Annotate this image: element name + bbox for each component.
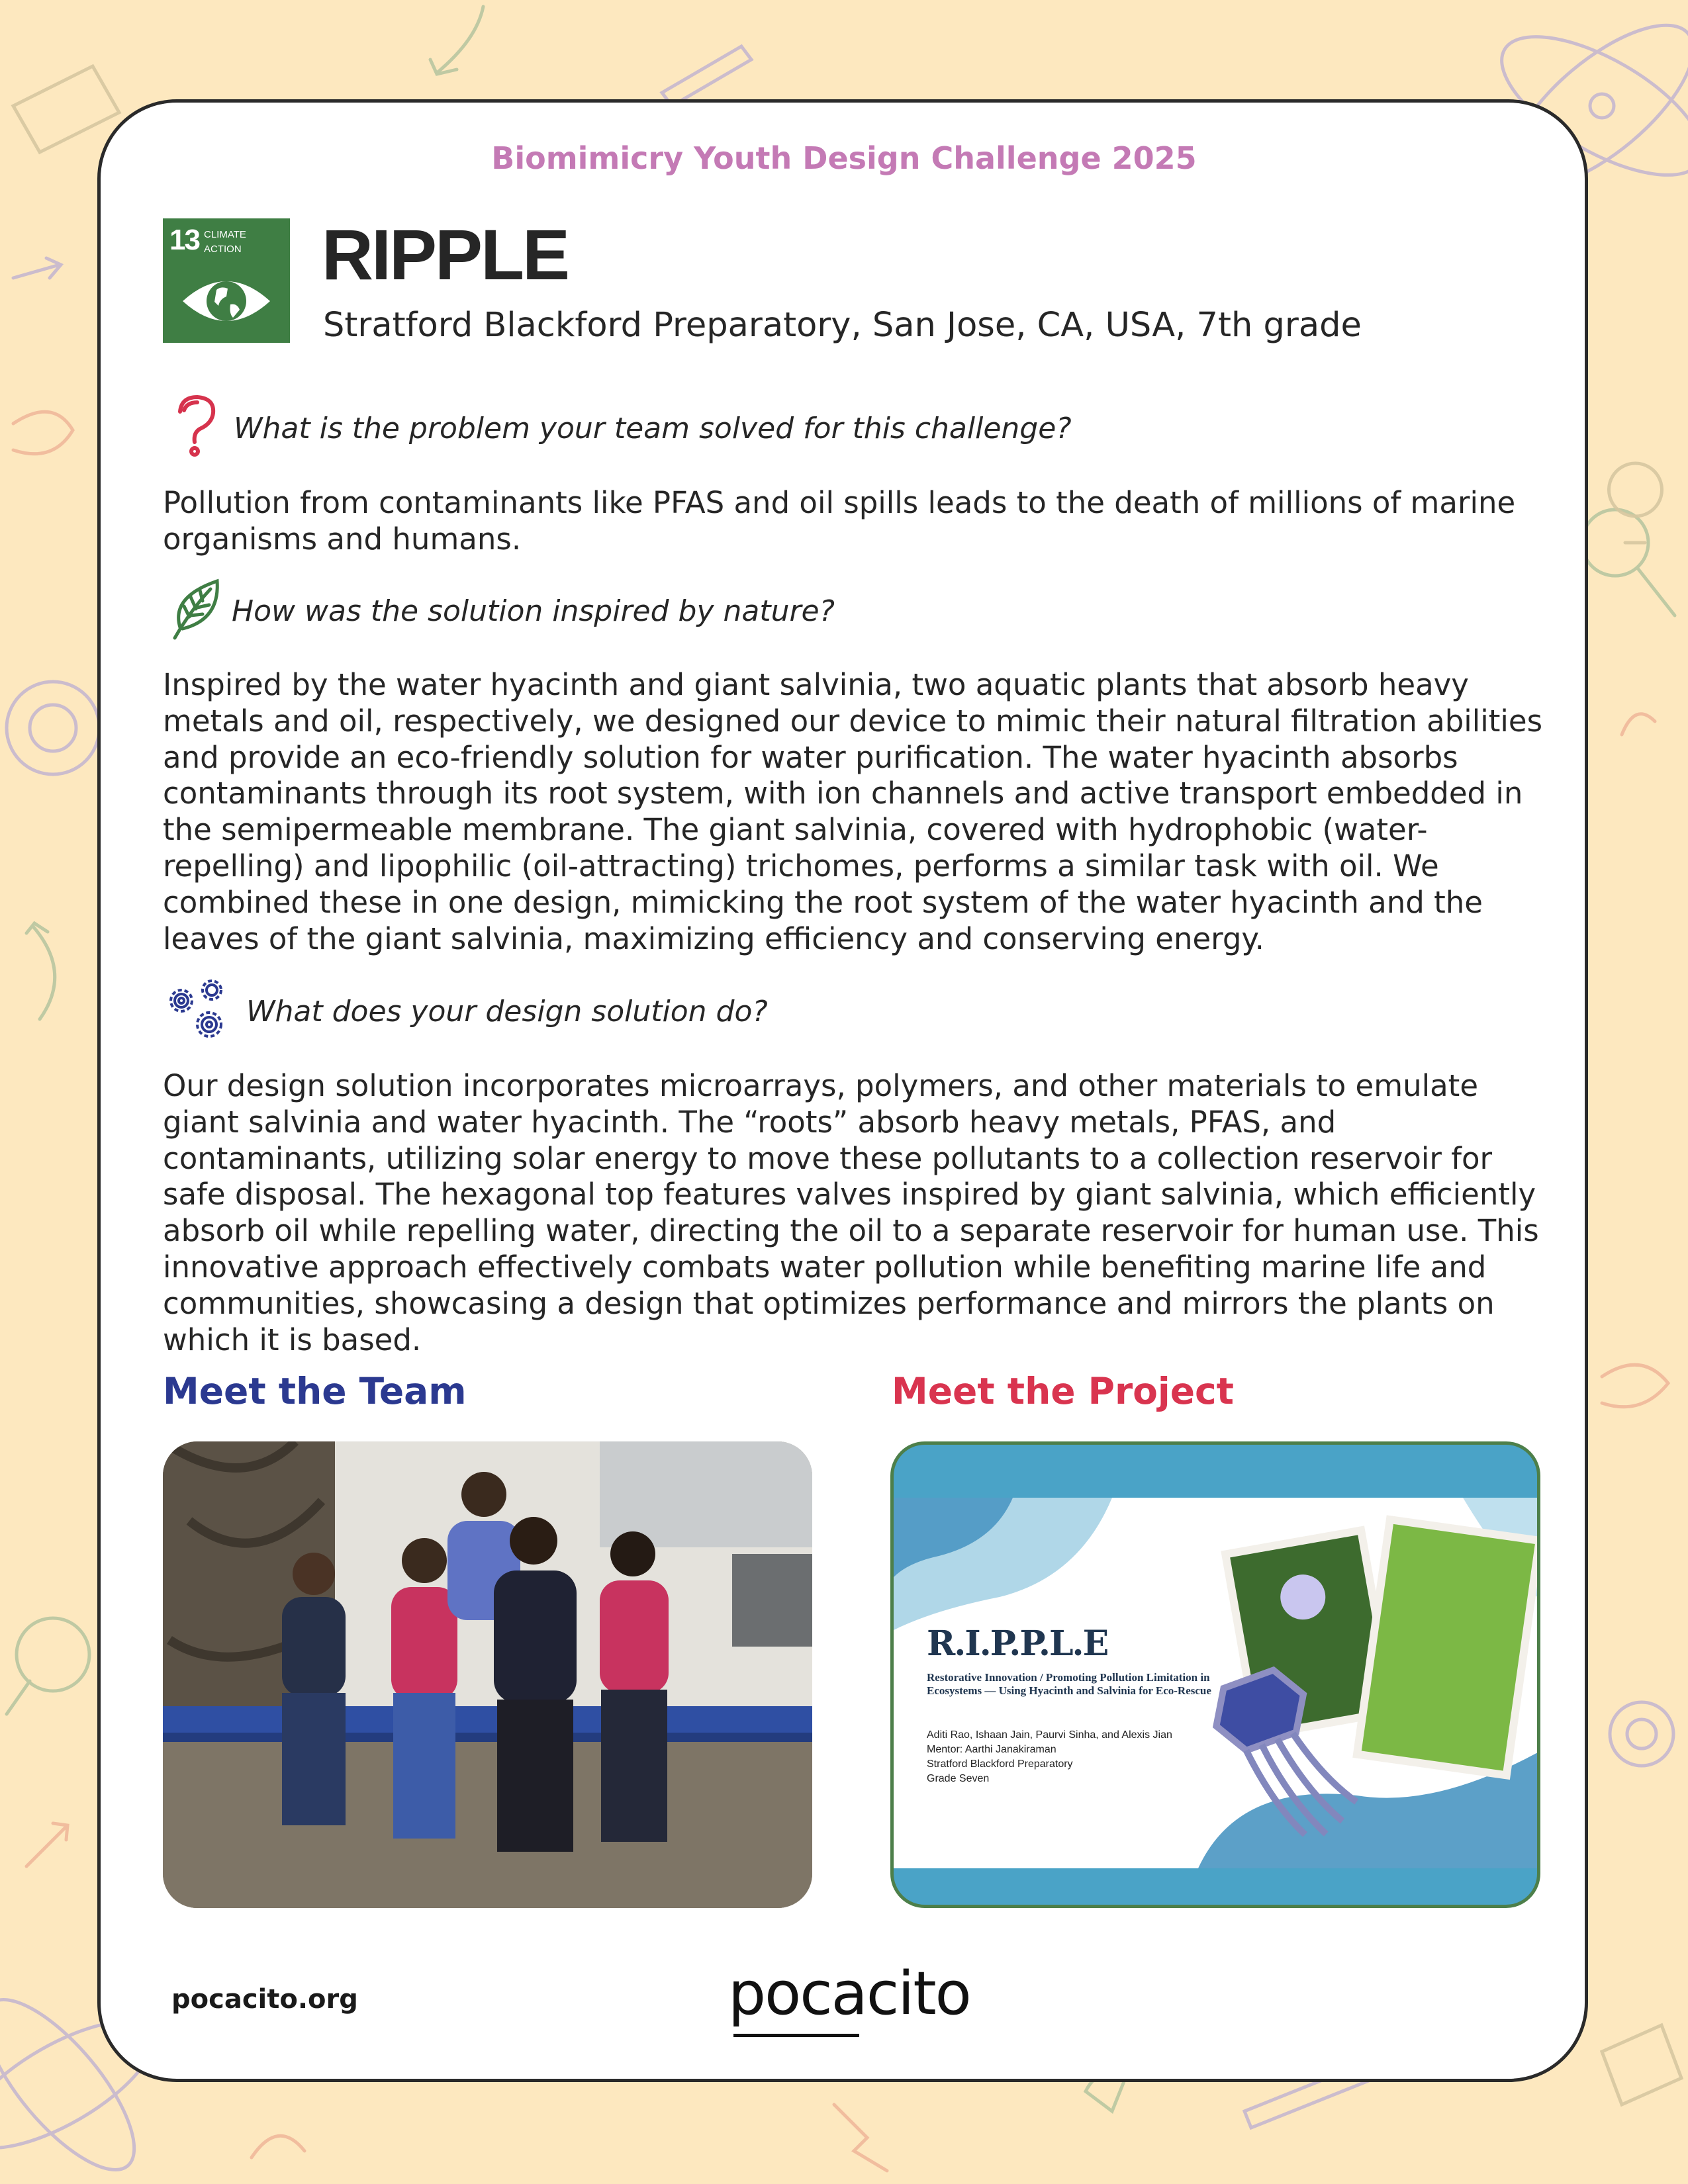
slide-content: [894, 1498, 1537, 1868]
gears-icon: [163, 976, 230, 1043]
question-solution: What does your design solution do?: [246, 995, 768, 1028]
question-nature: How was the solution inspired by nature?: [232, 594, 835, 628]
meet-the-project-heading: Meet the Project: [892, 1370, 1234, 1412]
challenge-title: Biomimicry Youth Design Challenge 2025: [491, 140, 1197, 176]
slide-title: R.I.P.P.L.E: [927, 1623, 1108, 1664]
slide-credits: [927, 1728, 1218, 1786]
logo-underline: [733, 2034, 859, 2037]
sdg-label: CLIMATE ACTION: [204, 229, 246, 255]
meet-the-team-heading: Meet the Team: [163, 1370, 467, 1412]
answer-solution: Our design solution incorporates microarrays, polymers, and other materials to emulate giant salvinia and water hyacinth. The “roots” absorb heavy metals, PFAS, and contaminants, utilizing solar energy to move these pollutants to a collection reservoir for safe disposal. The hexagonal top features valves inspired by giant salvinia, which efficiently absorb oil while repelling water, directing the oil to a separate reservoir for human use. This innovative approach effectively combats water pollution while benefiting marine life and communities, showcasing a design that optimizes performance and mirrors the plants on which it is based.: [163, 1068, 1539, 1357]
pocacito-logo: pocacito: [728, 1959, 970, 2028]
slide-subtitle: Restorative Innovation / Promoting Pollution Limitation in Ecosystems — Using Hyacinth and Salvinia for Eco-Rescue: [927, 1671, 1211, 1697]
leaf-icon: [171, 577, 221, 641]
project-name: RIPPLE: [322, 214, 569, 295]
team-photo-illustration: [163, 1441, 812, 1908]
slide-mentor: Mentor: Aarthi Janakiraman: [927, 1744, 1056, 1755]
answer-nature: Inspired by the water hyacinth and giant salvinia, two aquatic plants that absorb heavy metals and oil, respectively, we designed our device to mimic their natural filtration abilities and provide an eco-friendly solution for water purification. The water hyacinth absorbs contaminants through its root system, with ion channels and active transport embedded in the semipermeable membrane. The giant salvinia, covered with hydrophobic (water-repelling) and lipophilic (oil-attracting) trichomes, performs a similar task with oil. We combined these in one design, mimicking the root system of the water hyacinth and the leaves of the giant salvinia, maximizing efficiency and conserving energy.: [163, 667, 1543, 956]
project-slide: [890, 1441, 1540, 1908]
project-subtitle: Stratford Blackford Preparatory, San Jose, CA, USA, 7th grade: [323, 306, 1362, 345]
sdg-number: 13: [169, 224, 199, 256]
slide-authors: Aditi Rao, Ishaan Jain, Paurvi Sinha, and Alexis Jian: [927, 1729, 1172, 1741]
question-mark-icon: [173, 394, 220, 458]
sdg-13-climate-action-badge: [163, 218, 290, 343]
footer-url-link[interactable]: pocacito.org: [171, 1984, 358, 2015]
slide-school: Stratford Blackford Preparatory: [927, 1758, 1073, 1770]
team-photo: [163, 1441, 812, 1908]
slide-grade: Grade Seven: [927, 1773, 990, 1784]
eye-globe-icon: [180, 271, 273, 331]
answer-problem: Pollution from contaminants like PFAS and oil spills leads to the death of millions of marine organisms and humans.: [163, 485, 1516, 557]
question-problem: What is the problem your team solved for this challenge?: [234, 412, 1072, 445]
